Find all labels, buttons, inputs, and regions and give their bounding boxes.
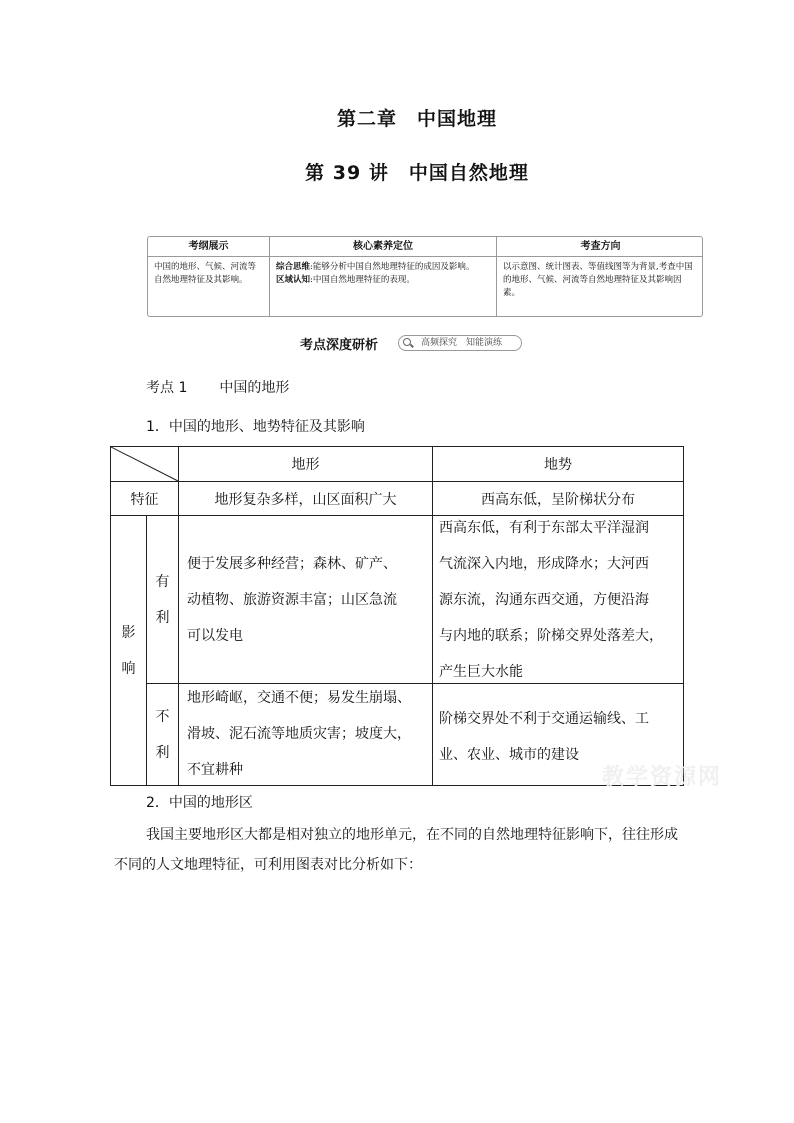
bad-terrain: [187, 680, 433, 788]
summary-table: [147, 236, 703, 317]
good-relief: [439, 510, 684, 690]
text-line: 滑坡、泥石流等地质灾害；坡度大，: [187, 726, 411, 742]
row-label-feature: 特征: [130, 491, 159, 508]
banner-pill: [398, 335, 522, 351]
text-line: 可以发电: [187, 628, 243, 644]
terrain-table: [110, 446, 684, 786]
impact-label-char: 影: [121, 625, 136, 641]
section-banner: 考点深度研析: [300, 338, 379, 353]
summary-header-2: 核心素养定位: [270, 237, 496, 257]
summary-label-region: 区域认知: [276, 275, 311, 285]
magnifier-icon: [403, 338, 411, 346]
body-paragraph: 我国主要地形区大都是相对独立的地形单元，在不同的自然地理特征影响下，往往形成不同的人文地理特征，可利用图表对比分析如下：: [114, 827, 678, 873]
subheading-1: 1．中国的地形、地势特征及其影响: [146, 419, 365, 435]
feature-terrain: 地形复杂多样，山区面积广大: [214, 491, 397, 508]
chapter-title: 第二章 中国地理: [336, 108, 497, 130]
text-line: 业、农业、城市的建设: [439, 747, 579, 763]
subheading-2: 2．中国的地形区: [146, 795, 253, 811]
impact-label-char: 响: [121, 661, 136, 677]
header-relief: 地势: [544, 457, 572, 473]
good-terrain: [187, 546, 433, 654]
summary-header-3: 考查方向: [497, 237, 703, 257]
watermark: 教学资源网: [602, 764, 723, 790]
summary-text-synthesis: :能够分析中国自然地理特征的成因及影响。: [310, 262, 475, 272]
impact-label: [111, 516, 146, 786]
header-terrain: 地形: [291, 457, 320, 473]
summary-label-synthesis: 综合思维: [276, 262, 311, 272]
text-line: 产生巨大水能: [439, 664, 523, 680]
summary-header-1: 考纲展示: [148, 237, 269, 257]
text-line: 西高东低，有利于东部太平洋湿润: [439, 520, 649, 536]
kaodian-title: 中国的地形: [219, 380, 290, 396]
text-line: 便于发展多种经营；森林、矿产、: [187, 556, 397, 572]
summary-col-3: 以示意图、统计图表、等值线图等为背景,考查中国的地形、气候、河流等自然地理特征及其影响因素。: [503, 262, 693, 298]
text-line: 动植物、旅游资源丰富；山区急流: [187, 592, 397, 608]
good-label: [147, 516, 178, 683]
good-label-char: 利: [155, 609, 170, 626]
kaodian-number: 考点 1: [146, 380, 188, 396]
summary-text-region: :中国自然地理特征的表现。: [310, 275, 415, 285]
diagonal-divider: [111, 447, 179, 482]
bad-label-char: 利: [155, 745, 170, 761]
feature-relief: 西高东低，呈阶梯状分布: [481, 491, 635, 508]
pill-label: 高频探究 知能演练: [421, 338, 503, 348]
text-line: 地形崎岖，交通不便；易发生崩塌、: [187, 690, 411, 706]
text-line: 与内地的联系；阶梯交界处落差大，: [439, 628, 663, 644]
lecture-title: 第 39 讲 中国自然地理: [305, 162, 529, 184]
summary-col-1: 中国的地形、气候、河流等自然地理特征及其影响。: [154, 262, 257, 285]
text-line: 气流深入内地，形成降水；大河西: [439, 556, 649, 572]
text-line: 阶梯交界处不利于交通运输线、工: [439, 711, 649, 727]
bad-label: [147, 684, 178, 786]
rule: [178, 515, 179, 785]
text-line: 不宜耕种: [187, 762, 243, 778]
kaodian-heading: [146, 377, 289, 397]
bad-label-char: 不: [155, 709, 170, 725]
good-label-char: 有: [155, 573, 170, 590]
text-line: 源东流，沟通东西交通，方便沿海: [439, 592, 649, 608]
summary-col-2: [270, 257, 496, 316]
